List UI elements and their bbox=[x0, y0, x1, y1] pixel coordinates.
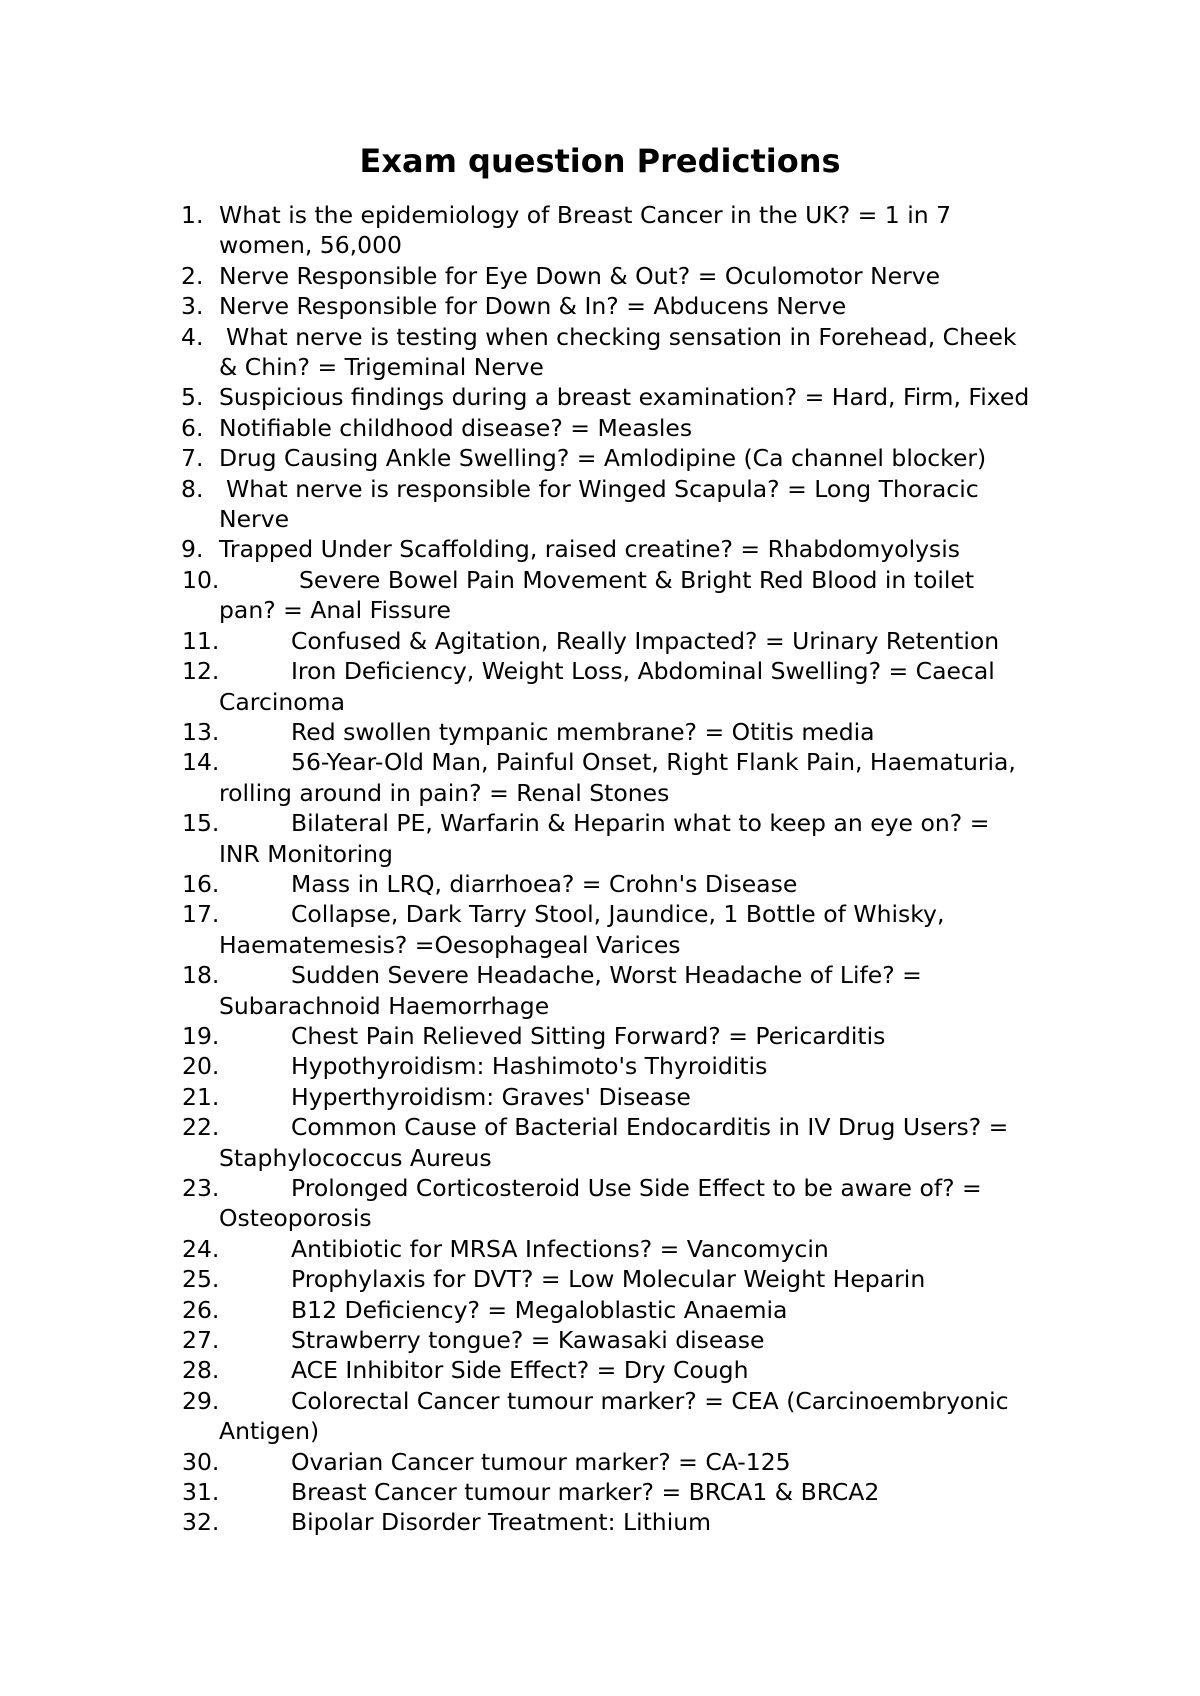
question-number: 23. bbox=[182, 1174, 220, 1202]
question-number: 1. bbox=[181, 201, 204, 229]
question-item bbox=[0, 200, 1200, 261]
question-number: 16. bbox=[182, 869, 220, 898]
question-number: 2. bbox=[181, 261, 204, 290]
question-number: 29. bbox=[182, 1386, 220, 1415]
question-item bbox=[0, 717, 1200, 747]
question-number: 22. bbox=[182, 1113, 220, 1142]
question-number: 17. bbox=[182, 900, 220, 929]
question-item bbox=[0, 1325, 1200, 1355]
question-item bbox=[0, 291, 1200, 321]
question-item bbox=[0, 474, 1200, 535]
question-number: 4. bbox=[181, 322, 204, 351]
question-text: Prophylaxis for DVT? = Low Molecular Weight Heparin bbox=[291, 1265, 926, 1294]
question-item bbox=[0, 565, 1200, 626]
question-text: Collapse, Dark Tarry Stool, Jaundice, 1 Bottle of Whisky, bbox=[291, 900, 945, 929]
question-item bbox=[0, 1295, 1200, 1325]
question-text: Chest Pain Relieved Sitting Forward? = Pericarditis bbox=[291, 1021, 886, 1050]
question-item bbox=[0, 1051, 1200, 1081]
question-text: B12 Deficiency? = Megaloblastic Anaemia bbox=[291, 1295, 788, 1324]
question-number: 15. bbox=[182, 809, 220, 838]
question-text: Trapped Under Scaffolding, raised creatine? = Rhabdomyolysis bbox=[219, 535, 961, 564]
question-item bbox=[0, 1507, 1200, 1537]
question-item bbox=[0, 382, 1200, 412]
question-item bbox=[0, 1355, 1200, 1385]
question-text-continuation: & Chin? = Trigeminal Nerve bbox=[219, 353, 544, 382]
question-item bbox=[0, 413, 1200, 443]
question-number: 12. bbox=[182, 657, 220, 686]
question-text: Nerve Responsible for Eye Down & Out? = Oculomotor Nerve bbox=[219, 261, 941, 290]
question-number: 8. bbox=[181, 474, 204, 503]
question-number: 3. bbox=[181, 292, 204, 321]
question-item bbox=[0, 1264, 1200, 1294]
question-text-continuation: Haematemesis? =Oesophageal Varices bbox=[219, 930, 681, 959]
question-number: 14. bbox=[182, 748, 220, 777]
question-text: Hypothyroidism: Hashimoto's Thyroiditis bbox=[291, 1052, 768, 1081]
question-text-continuation: women, 56,000 bbox=[219, 231, 403, 260]
question-text: Ovarian Cancer tumour marker? = CA-125 bbox=[291, 1447, 791, 1476]
question-text: Prolonged Corticosteroid Use Side Effect to be aware of? = bbox=[291, 1174, 982, 1202]
question-number: 24. bbox=[182, 1234, 220, 1263]
question-number: 21. bbox=[182, 1082, 220, 1111]
question-text-continuation: Osteoporosis bbox=[219, 1204, 372, 1233]
question-text: Common Cause of Bacterial Endocarditis in IV Drug Users? = bbox=[291, 1113, 1009, 1142]
question-item bbox=[0, 869, 1200, 899]
question-text: What is the epidemiology of Breast Cancer in the UK? = 1 in 7 bbox=[219, 201, 952, 229]
question-item bbox=[0, 534, 1200, 564]
question-text: Bipolar Disorder Treatment: Lithium bbox=[291, 1508, 712, 1537]
question-text: ACE Inhibitor Side Effect? = Dry Cough bbox=[291, 1356, 749, 1385]
question-text: What nerve is responsible for Winged Scapula? = Long Thoracic bbox=[226, 474, 979, 503]
question-item bbox=[0, 626, 1200, 656]
question-text: Mass in LRQ, diarrhoea? = Crohn's Disease bbox=[291, 869, 798, 898]
question-text: Iron Deficiency, Weight Loss, Abdominal Swelling? = Caecal bbox=[291, 657, 995, 686]
question-item bbox=[0, 1386, 1200, 1447]
question-item bbox=[0, 960, 1200, 1021]
question-text-continuation: Carcinoma bbox=[219, 687, 345, 716]
question-text: What nerve is testing when checking sensation in Forehead, Cheek bbox=[226, 322, 1017, 351]
question-text: Sudden Severe Headache, Worst Headache of Life? = bbox=[291, 961, 922, 990]
question-text-continuation: Staphylococcus Aureus bbox=[219, 1143, 492, 1172]
question-text: Breast Cancer tumour marker? = BRCA1 & BRCA2 bbox=[291, 1478, 880, 1507]
question-item bbox=[0, 261, 1200, 291]
question-text: Hyperthyroidism: Graves' Disease bbox=[291, 1082, 691, 1111]
question-item bbox=[0, 1112, 1200, 1173]
question-text-continuation: rolling around in pain? = Renal Stones bbox=[219, 778, 670, 807]
question-number: 13. bbox=[182, 717, 220, 746]
question-text-continuation: INR Monitoring bbox=[219, 839, 393, 868]
question-item bbox=[0, 656, 1200, 717]
question-number: 27. bbox=[182, 1326, 220, 1355]
question-text: Drug Causing Ankle Swelling? = Amlodipine (Ca channel blocker) bbox=[219, 444, 987, 473]
question-list bbox=[0, 200, 1200, 1538]
question-number: 7. bbox=[181, 444, 204, 473]
question-number: 25. bbox=[182, 1265, 220, 1294]
question-text: Red swollen tympanic membrane? = Otitis media bbox=[291, 717, 875, 746]
question-number: 30. bbox=[182, 1447, 220, 1476]
question-text: Severe Bowel Pain Movement & Bright Red Blood in toilet bbox=[299, 565, 975, 594]
question-text: Confused & Agitation, Really Impacted? = Urinary Retention bbox=[291, 626, 1000, 655]
question-number: 20. bbox=[182, 1052, 220, 1081]
question-item bbox=[0, 443, 1200, 473]
question-number: 11. bbox=[182, 626, 220, 655]
question-number: 19. bbox=[182, 1021, 220, 1050]
question-text: Bilateral PE, Warfarin & Heparin what to keep an eye on? = bbox=[291, 809, 990, 838]
question-text-continuation: pan? = Anal Fissure bbox=[219, 596, 452, 625]
question-text: Nerve Responsible for Down & In? = Abducens Nerve bbox=[219, 292, 847, 321]
question-item bbox=[0, 1477, 1200, 1507]
document-title: Exam question Predictions bbox=[359, 142, 841, 180]
question-item bbox=[0, 747, 1200, 808]
question-item bbox=[0, 1173, 1200, 1234]
question-item bbox=[0, 322, 1200, 383]
question-text-continuation: Antigen) bbox=[219, 1417, 320, 1446]
question-number: 5. bbox=[181, 383, 204, 412]
question-number: 28. bbox=[182, 1356, 220, 1385]
question-text-continuation: Nerve bbox=[219, 505, 290, 534]
question-number: 6. bbox=[181, 413, 204, 442]
question-text: Suspicious findings during a breast examination? = Hard, Firm, Fixed bbox=[219, 383, 1030, 412]
question-number: 9. bbox=[181, 535, 204, 564]
question-number: 26. bbox=[182, 1295, 220, 1324]
question-item bbox=[0, 1234, 1200, 1264]
question-text: Strawberry tongue? = Kawasaki disease bbox=[291, 1326, 765, 1355]
question-item bbox=[0, 899, 1200, 960]
question-number: 32. bbox=[182, 1508, 220, 1537]
question-item bbox=[0, 1082, 1200, 1112]
question-item bbox=[0, 808, 1200, 869]
question-number: 10. bbox=[182, 565, 220, 594]
question-text: Antibiotic for MRSA Infections? = Vancomycin bbox=[291, 1234, 829, 1263]
question-text: Colorectal Cancer tumour marker? = CEA (Carcinoembryonic bbox=[291, 1386, 1009, 1415]
question-number: 31. bbox=[182, 1478, 220, 1507]
question-text: 56-Year-Old Man, Painful Onset, Right Flank Pain, Haematuria, bbox=[291, 748, 1016, 777]
question-item bbox=[0, 1021, 1200, 1051]
question-text-continuation: Subarachnoid Haemorrhage bbox=[219, 991, 550, 1020]
question-text: Notifiable childhood disease? = Measles bbox=[219, 413, 693, 442]
question-number: 18. bbox=[182, 961, 220, 990]
question-item bbox=[0, 1447, 1200, 1477]
